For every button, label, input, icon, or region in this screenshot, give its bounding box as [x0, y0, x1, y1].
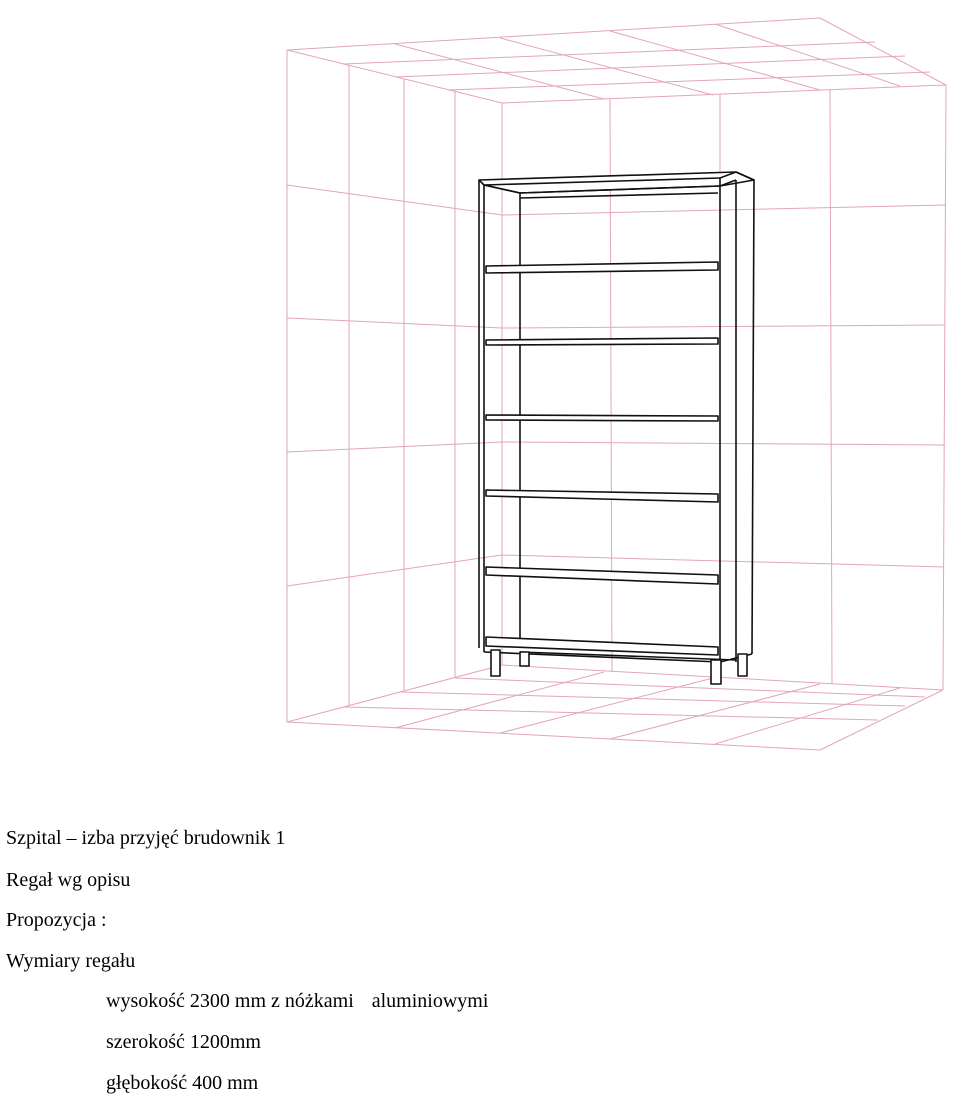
depth-line: głębokość 400 mm [106, 1072, 259, 1094]
height-value: wysokość 2300 mm z nóżkami [106, 990, 354, 1012]
proposal-line: Propozycja : [6, 909, 107, 931]
height-extra: aluminiowymi [371, 990, 489, 1012]
item-line: Regał wg opisu [6, 869, 131, 891]
height-line [106, 989, 488, 1013]
shelf-unit [479, 172, 754, 684]
hospital-line: Szpital – izba przyjęć brudownik 1 [6, 827, 286, 849]
dimensions-title: Wymiary regału [6, 950, 136, 972]
room-wireframe [287, 18, 946, 750]
width-line: szerokość 1200mm [106, 1031, 261, 1053]
